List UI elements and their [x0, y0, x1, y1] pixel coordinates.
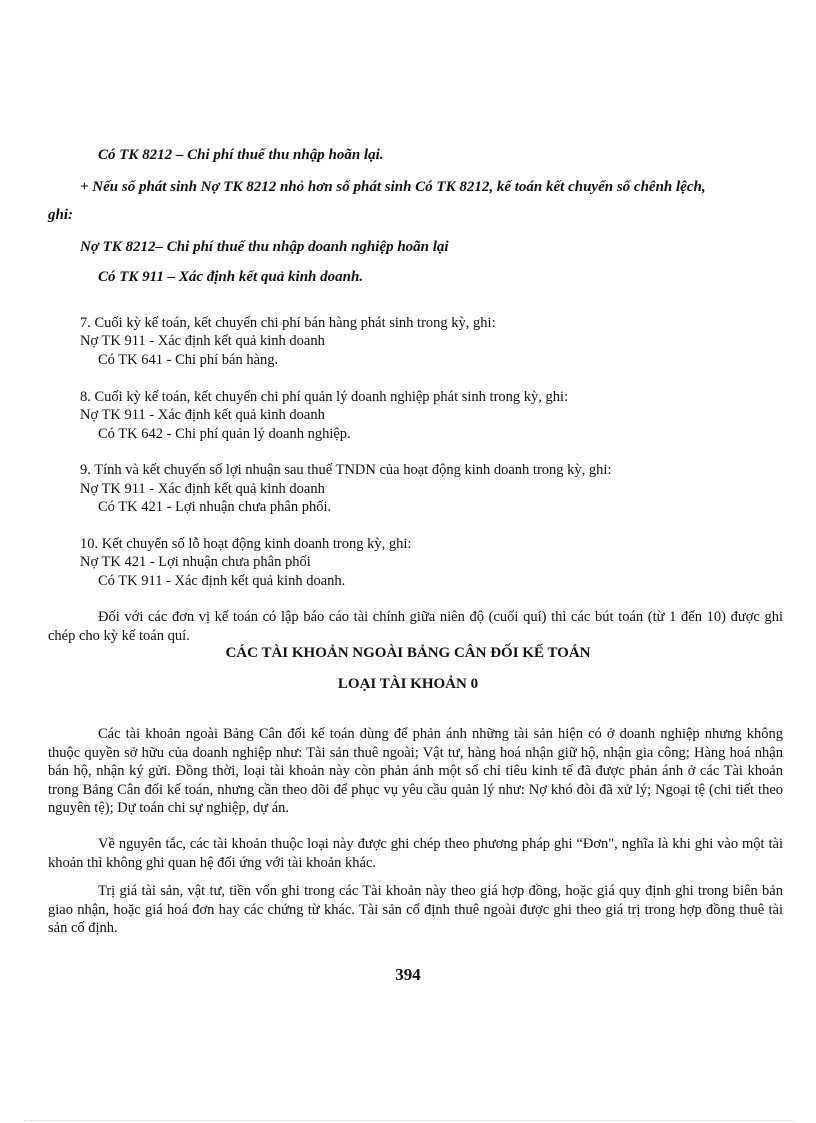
debit-line-8212: Nợ TK 8212– Chi phí thuế thu nhập doanh nghiệp hoãn lại — [80, 239, 449, 255]
entry-title: 10. Kết chuyển số lỗ hoạt động kinh doanh trong kỳ, ghi: — [80, 536, 412, 552]
entry-credit: Có TK 641 - Chi phí bán hàng. — [98, 352, 279, 368]
entry-debit: Nợ TK 911 - Xác định kết quả kinh doanh — [80, 407, 325, 423]
entry-debit: Nợ TK 911 - Xác định kết quả kinh doanh — [80, 333, 325, 349]
entry-title: 9. Tính và kết chuyển số lợi nhuận sau thuế TNDN của hoạt động kinh doanh trong kỳ, ghi: — [80, 462, 612, 478]
entry-credit: Có TK 421 - Lợi nhuận chưa phân phối. — [98, 499, 332, 515]
entry-title: 8. Cuối kỳ kế toán, kết chuyển chi phí quản lý doanh nghiệp phát sinh trong kỳ, ghi: — [80, 389, 569, 405]
section-subtitle: LOẠI TÀI KHOẢN 0 — [337, 676, 479, 692]
note-paragraph: Đối với các đơn vị kế toán có lập báo cáo tài chính giữa niên độ (cuối quí) thì các bút toán (từ 1 đến 10) được ghi chép cho kỳ kế toán quí. — [48, 609, 783, 644]
section-title: CÁC TÀI KHOẢN NGOÀI BẢNG CÂN ĐỐI KẾ TOÁN — [225, 645, 591, 661]
entry-credit: Có TK 642 - Chi phí quản lý doanh nghiệp. — [98, 426, 351, 442]
body-paragraph: Trị giá tài sản, vật tư, tiền vốn ghi trong các Tài khoản này theo giá hợp đồng, hoặc giá quy định ghi trong biên bản giao nhận, hoặc giá hoá đơn hay các chứng từ khác. Tài sản cố định thuê ngoài được ghi theo giá trị trong hợp đồng thuê tài sản cố định. — [48, 883, 783, 936]
body-paragraph: Về nguyên tắc, các tài khoản thuộc loại này được ghi chép theo phương pháp ghi “Đơn", nghĩa là khi ghi vào một tài khoản thì không ghi quan hệ đối ứng với tài khoản khác. — [48, 836, 783, 871]
condition-line: + Nếu số phát sinh Nợ TK 8212 nhỏ hơn số phát sinh Có TK 8212, kế toán kết chuyển số chênh lệch, — [80, 179, 706, 195]
body-paragraph: Các tài khoản ngoài Bảng Cân đối kế toán dùng để phản ánh những tài sản hiện có ở doanh nghiệp nhưng không thuộc quyền sở hữu của doanh nghiệp như: Tài sản thuê ngoài; Vật tư, hàng hoá nhận giữ hộ, nhận gia công; Hàng hoá nhận bán hộ, nhận ký gửi. Đồng thời, loại tài khoản này còn phản ánh một số chỉ tiêu kinh tế đã được phản ánh ở các Tài khoản trong Bảng Cân đối kế toán, nhưng cần theo dõi để phục vụ yêu cầu quản lý như: Nợ khó đòi đã xử lý; Ngoại tệ (chi tiết theo nguyên tệ); Dự toán chi sự nghiệp, dự án. — [48, 726, 783, 816]
condition-line-cont: ghi: — [48, 207, 74, 223]
entry-debit: Nợ TK 421 - Lợi nhuận chưa phân phối — [80, 554, 311, 570]
entry-credit: Có TK 911 - Xác định kết quả kinh doanh. — [98, 573, 346, 589]
entry-debit: Nợ TK 911 - Xác định kết quả kinh doanh — [80, 481, 325, 497]
page-number: 394 — [395, 965, 421, 984]
credit-line-911: Có TK 911 – Xác định kết quả kinh doanh. — [98, 269, 364, 285]
credit-line-8212: Có TK 8212 – Chi phí thuế thu nhập hoãn lại. — [98, 147, 384, 163]
entry-title: 7. Cuối kỳ kế toán, kết chuyển chi phí bán hàng phát sinh trong kỳ, ghi: — [80, 315, 496, 331]
page-edge-divider — [24, 1120, 794, 1121]
